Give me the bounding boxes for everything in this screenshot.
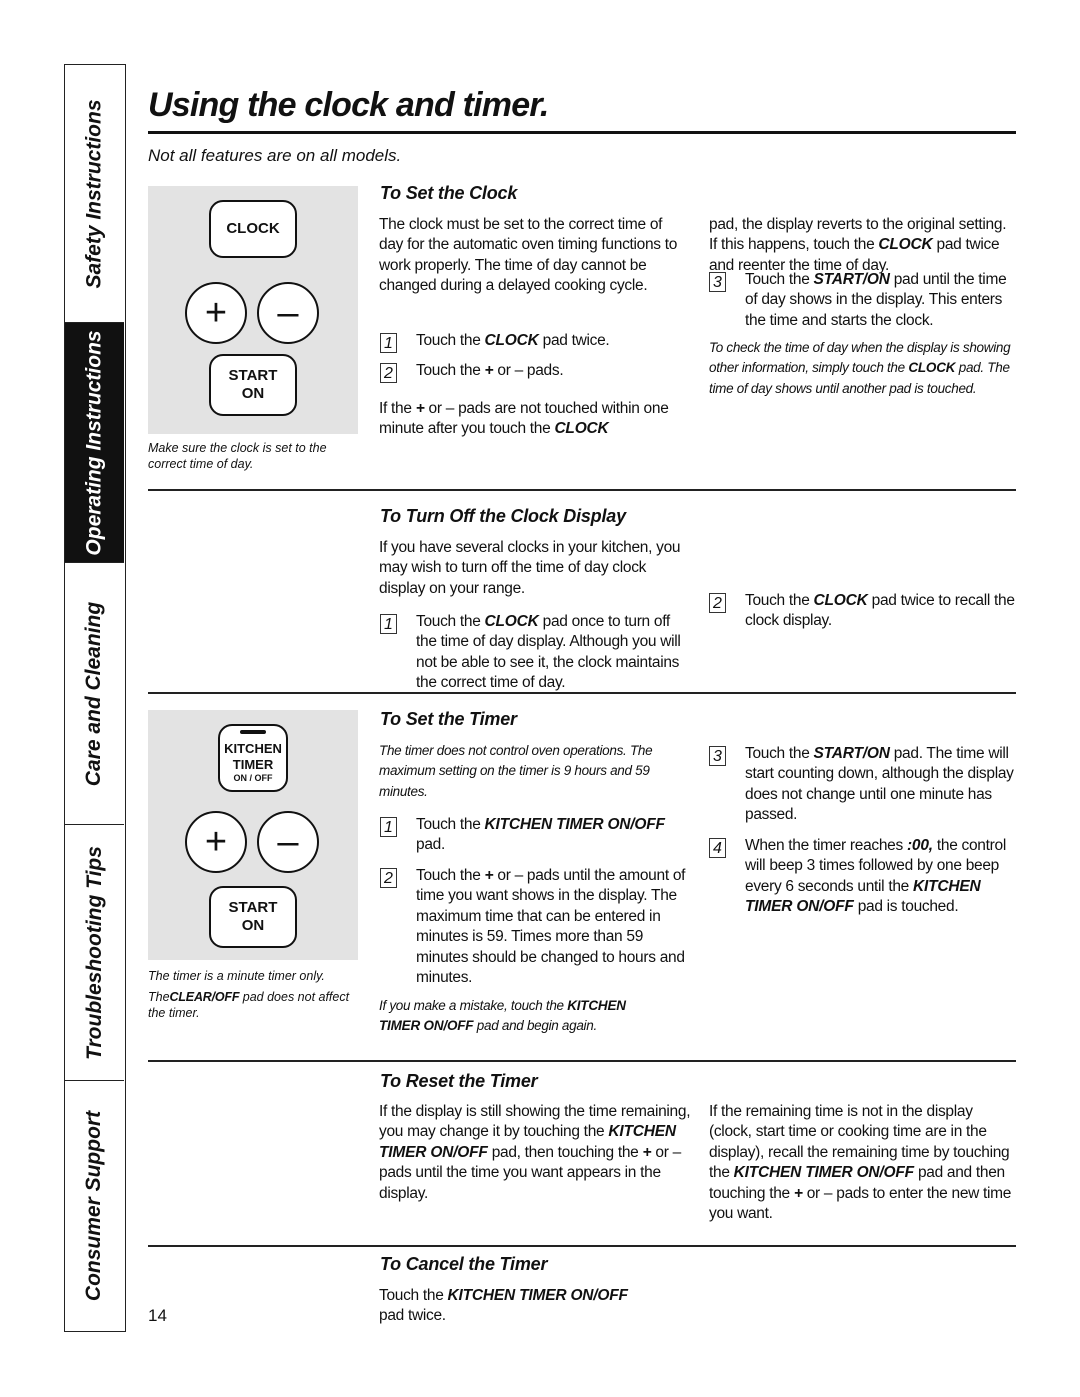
- reset-timer-col1: If the display is still showing the time remaining, you may change it by touching the KITCHEN TIMER ON/OFF pad, then touching the + or – pads until the time you want appears in the display.: [379, 1103, 691, 1202]
- set-timer-mistake-note: If you make a mistake, touch the KITCHEN TIMER ON/OFF pad and begin again.: [379, 998, 626, 1034]
- turn-off-step-2: 2 Touch the CLOCK pad twice to recall the clock display.: [709, 593, 1019, 633]
- plus-key: +: [185, 282, 247, 344]
- timer-keypad-illustration: [148, 710, 358, 960]
- set-clock-heading: To Set the Clock: [380, 183, 518, 203]
- section-rule: [148, 489, 1016, 491]
- section-rule: [148, 692, 1016, 694]
- set-timer-step-2: 2 Touch the + or – pads until the amount of time you want shows in the display. The maximum time that can be entered in minutes is 59. Times more than 59 minutes should be changed to hours and minutes.: [380, 868, 690, 990]
- set-clock-step-3: 3 Touch the START/ON pad until the time of day shows in the display. This enters the time and starts the clock.: [709, 272, 1019, 332]
- plus-key: +: [185, 811, 247, 873]
- turn-off-intro: If you have several clocks in your kitchen, you may wish to turn off the time of day clock display on your range.: [379, 539, 681, 597]
- tab-consumer-support[interactable]: Consumer Support: [82, 1110, 106, 1302]
- timer-pad-caption-1: The timer is a minute timer only.: [148, 969, 325, 983]
- set-clock-timeout-para-a: If the + or – pads are not touched within one minute after you touch the CLOCK: [379, 400, 669, 438]
- kitchen-timer-key: KITCHEN TIMER ON / OFF: [218, 724, 288, 792]
- page-subtitle: Not all features are on all models.: [148, 146, 402, 165]
- set-timer-step-4: 4 When the timer reaches :00, the control will beep 3 times followed by one beep every 6 seconds until the KITCHEN TIMER ON/OFF pad is touched.: [709, 838, 1019, 940]
- set-timer-step-3: 3 Touch the START/ON pad. The time will start counting down, although the display does not change until one minute has passed.: [709, 746, 1019, 828]
- start-on-key: START ON: [209, 354, 297, 416]
- set-clock-intro: The clock must be set to the correct time of day for the automatic oven timing functions to work properly. The time of day cannot be changed during a delayed cooking cycle.: [379, 216, 678, 295]
- cancel-timer-heading: To Cancel the Timer: [380, 1254, 548, 1274]
- set-clock-step-1: 1 Touch the CLOCK pad twice.: [380, 333, 690, 353]
- page-number: 14: [148, 1306, 167, 1325]
- section-tab-bar: [64, 64, 126, 1332]
- indicator-light-icon: [240, 730, 266, 734]
- tab-safety-instructions[interactable]: Safety Instructions: [65, 65, 124, 323]
- minus-key: –: [257, 282, 319, 344]
- start-on-key: START ON: [209, 886, 297, 948]
- set-clock-step-2: 2 Touch the + or – pads.: [380, 363, 690, 383]
- clock-pad-caption: Make sure the clock is set to the correct time of day.: [148, 441, 327, 471]
- turn-off-step-1: 1 Touch the CLOCK pad once to turn off the time of day display. Although you will not be able to see it, the clock maintains the correct time of day.: [380, 614, 1020, 674]
- title-rule: [148, 131, 1016, 134]
- clock-keypad-illustration: [148, 186, 358, 434]
- set-timer-note: The timer does not control oven operations. The maximum setting on the timer is 9 hours and 59 minutes.: [379, 743, 653, 799]
- minus-key: –: [257, 811, 319, 873]
- tab-operating-instructions[interactable]: Operating Instructions: [65, 323, 124, 563]
- set-timer-step-1: 1 Touch the KITCHEN TIMER ON/OFF pad.: [380, 817, 680, 857]
- tab-care-and-cleaning[interactable]: Care and Cleaning: [65, 563, 124, 825]
- page-title: Using the clock and timer.: [148, 86, 549, 124]
- set-timer-heading: To Set the Timer: [380, 709, 517, 729]
- tab-troubleshooting-tips[interactable]: Troubleshooting Tips: [65, 825, 124, 1081]
- set-clock-note: To check the time of day when the display is showing other information, simply touch the CLOCK pad. The time of day shows until another pad is touched.: [709, 340, 1011, 396]
- section-rule: [148, 1245, 1016, 1247]
- section-rule: [148, 1060, 1016, 1062]
- timer-pad-caption-2: TheCLEAR/OFF pad does not affect the timer.: [148, 990, 350, 1020]
- clock-key: CLOCK: [209, 200, 297, 258]
- reset-timer-heading: To Reset the Timer: [380, 1071, 538, 1091]
- set-clock-timeout-para-b: pad, the display reverts to the original setting. If this happens, touch the CLOCK pad twice and reenter the time of day.: [709, 216, 1007, 274]
- cancel-timer-text: Touch the KITCHEN TIMER ON/OFF pad twice.: [379, 1287, 628, 1325]
- reset-timer-col2: If the remaining time is not in the display (clock, start time or cooking time are in the display), recall the remaining time by touching the KITCHEN TIMER ON/OFF pad and then touching the + or – pads to enter the new time you want.: [709, 1103, 1012, 1223]
- turn-off-heading: To Turn Off the Clock Display: [380, 506, 626, 526]
